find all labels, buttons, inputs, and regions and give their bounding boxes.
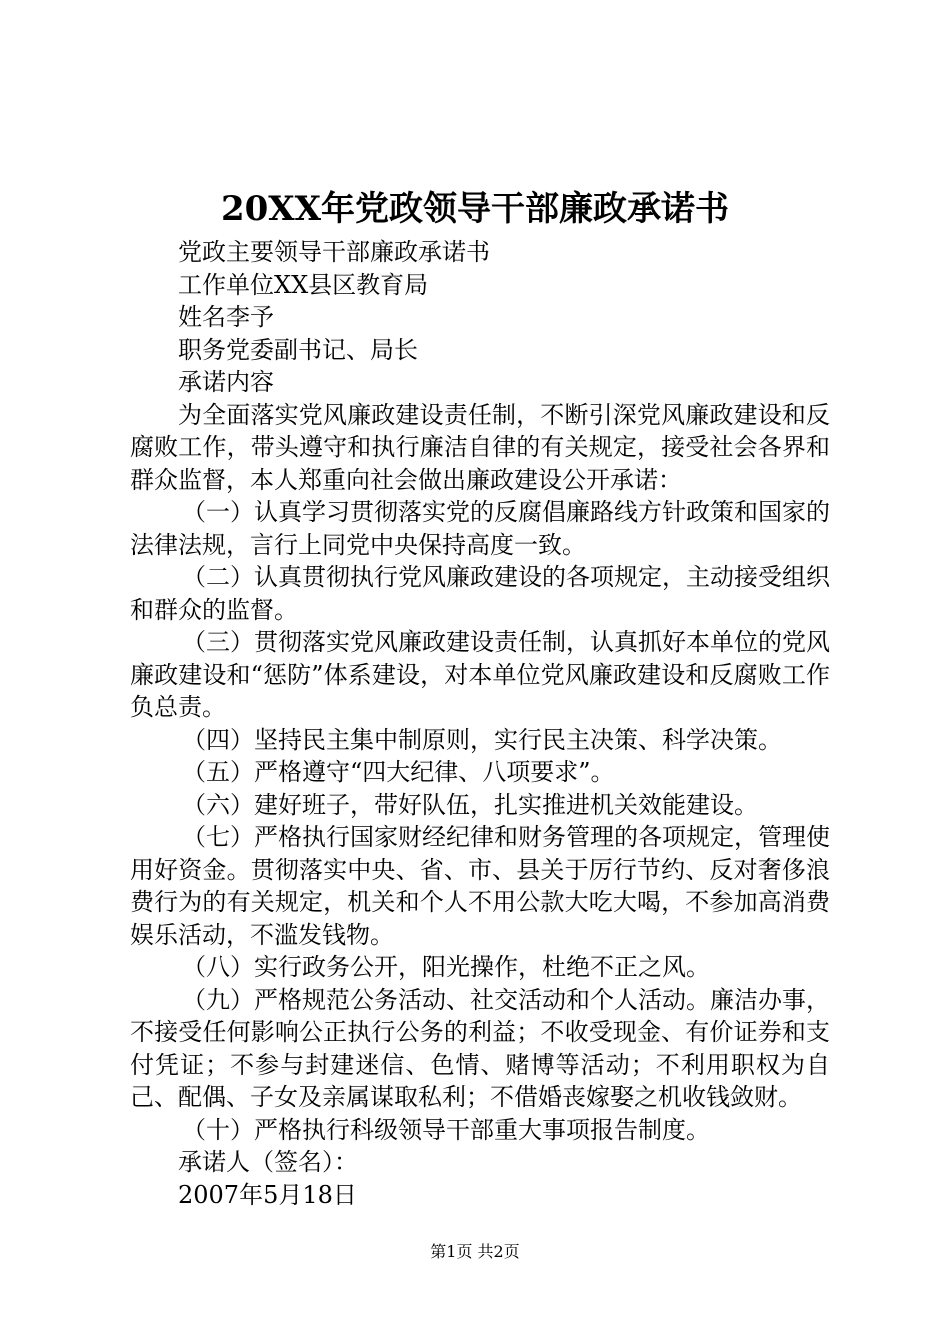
intro-paragraph: 为全面落实党风廉政建设责任制，不断引深党风廉政建设和反腐败工作，带头遵守和执行廉洁自律的有关规定，接受社会各界和群众监督，本人郑重向社会做出廉政建设公开承诺： xyxy=(130,400,830,494)
commitment-item-1: （一）认真学习贯彻落实党的反腐倡廉路线方针政策和国家的法律法规，言行上同党中央保持高度一致。 xyxy=(130,498,830,559)
header-line-position: 职务党委副书记、局长 xyxy=(178,335,418,364)
commitment-item-2: （二）认真贯彻执行党风廉政建设的各项规定，主动接受组织和群众的监督。 xyxy=(130,563,830,624)
signature-date: 2007年5月18日 xyxy=(178,1180,357,1209)
commitment-item-10: （十）严格执行科级领导干部重大事项报告制度。 xyxy=(182,1115,710,1144)
commitment-item-9: （九）严格规范公务活动、社交活动和个人活动。廉洁办事，不接受任何影响公正执行公务的利益；不收受现金、有价证券和支付凭证；不参与封建迷信、色情、赌博等活动；不利用职权为自己、配偶、子女及亲属谋取私利；不借婚丧嫁娶之机收钱敛财。 xyxy=(130,985,830,1111)
page-number-footer: 第1页 共2页 xyxy=(430,1242,520,1261)
document-body xyxy=(130,236,830,1211)
commitment-item-4: （四）坚持民主集中制原则，实行民主决策、科学决策。 xyxy=(182,725,782,754)
header-line-name: 姓名李予 xyxy=(178,303,274,331)
signature-label: 承诺人（签名）： xyxy=(178,1148,358,1176)
header-line-content-label: 承诺内容 xyxy=(178,368,274,396)
header-line-work-unit: 工作单位XX县区教育局 xyxy=(178,270,429,299)
commitment-item-3: （三）贯彻落实党风廉政建设责任制，认真抓好本单位的党风廉政建设和“惩防”体系建设，对本单位党风廉政建设和反腐败工作负总责。 xyxy=(130,628,830,721)
header-line-doc-type: 党政主要领导干部廉政承诺书 xyxy=(178,238,490,266)
commitment-item-6: （六）建好班子，带好队伍，扎实推进机关效能建设。 xyxy=(182,790,758,819)
commitment-item-7: （七）严格执行国家财经纪律和财务管理的各项规定，管理使用好资金。贯彻落实中央、省、市、县关于厉行节约、反对奢侈浪费行为的有关规定，机关和个人不用公款大吃大喝，不参加高消费娱乐活动，不滥发钱物。 xyxy=(130,823,830,949)
commitment-item-8: （八）实行政务公开，阳光操作，杜绝不正之风。 xyxy=(182,953,710,981)
document-title: 20XX年党政领导干部廉政承诺书 xyxy=(220,189,730,229)
commitment-item-5: （五）严格遵守“四大纪律、八项要求”。 xyxy=(182,758,615,786)
